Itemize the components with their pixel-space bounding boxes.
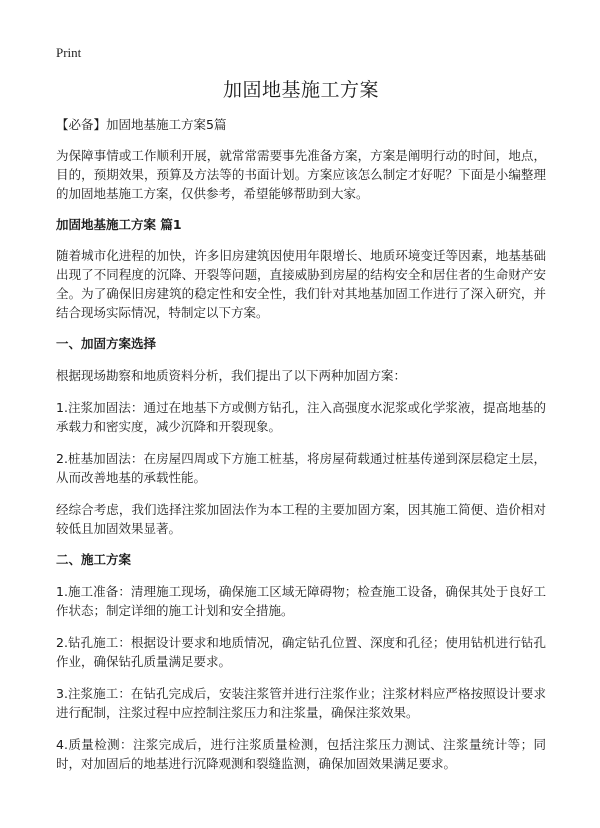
section-heading-plan-selection: 一、加固方案选择 [56, 336, 157, 351]
document-body [56, 78, 546, 786]
plan-selection-conclusion: 经综合考虑，我们选择注浆加固法作为本工程的主要加固方案，因其施工简便、造价相对较低且加固效果显著。 [56, 502, 546, 536]
plan-option-item: 2.桩基加固法：在房屋四周或下方施工桩基，将房屋荷载通过桩基传递到深层稳定土层，从而改善地基的承载性能。 [56, 451, 546, 485]
plan-selection-lead: 根据现场勘察和地质资料分析，我们提出了以下两种加固方案： [56, 368, 407, 383]
article-heading: 加固地基施工方案 篇1 [56, 217, 182, 232]
section-heading-construction-plan: 二、施工方案 [56, 552, 132, 567]
construction-step-item: 4.质量检测：注浆完成后，进行注浆质量检测，包括注浆压力测试、注浆量统计等；同时，对加固后的地基进行沉降观测和裂缝监测，确保加固效果满足要求。 [56, 737, 546, 771]
construction-step-item: 2.钻孔施工：根据设计要求和地质情况，确定钻孔位置、深度和孔径；使用钻机进行钻孔作业，确保钻孔质量满足要求。 [56, 635, 546, 669]
plan-option-item: 1.注浆加固法：通过在地基下方或侧方钻孔，注入高强度水泥浆或化学浆液，提高地基的承载力和密实度，减少沉降和开裂现象。 [56, 400, 546, 434]
article-intro-paragraph: 随着城市化进程的加快，许多旧房建筑因使用年限增长、地质环境变迁等因素，地基基础出现了不同程度的沉降、开裂等问题，直接威胁到房屋的结构安全和居住者的生命财产安全。为了确保旧房建筑的稳定性和安全性，我们针对其地基加固工作进行了深入研究，并结合现场实际情况，特制定以下方案。 [56, 248, 546, 320]
construction-step-item: 1.施工准备：清理施工现场，确保施工区域无障碍物；检查施工设备，确保其处于良好工作状态；制定详细的施工计划和安全措施。 [56, 584, 546, 618]
document-subtitle: 【必备】加固地基施工方案5篇 [56, 117, 227, 132]
construction-step-item: 3.注浆施工：在钻孔完成后，安装注浆管并进行注浆作业；注浆材料应严格按照设计要求进行配制，注浆过程中应控制注浆压力和注浆量，确保注浆效果。 [56, 686, 546, 720]
intro-paragraph: 为保障事情或工作顺利开展，就常常需要事先准备方案，方案是阐明行动的时间，地点，目的，预期效果，预算及方法等的书面计划。方案应该怎么制定才好呢？下面是小编整理的加固地基施工方案，仅供参考，希望能够帮助到大家。 [56, 148, 546, 201]
page-title: 加固地基施工方案 [222, 79, 379, 101]
print-link[interactable]: Print [56, 45, 82, 60]
